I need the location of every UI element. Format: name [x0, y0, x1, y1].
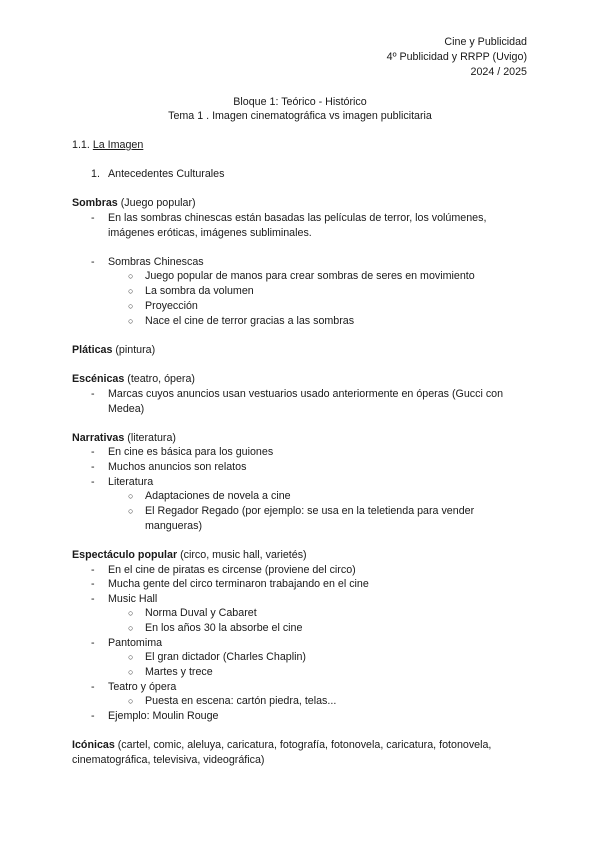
narrativas-note: (literatura) [124, 432, 176, 444]
iconicas-heading: Icónicas [72, 739, 115, 751]
dash-bullet: - [91, 476, 95, 488]
sombras-bullet-1-line-1: En las sombras chinescas están basadas las películas de terror, los volúmenes, [108, 212, 487, 224]
dash-bullet: - [91, 681, 95, 693]
section-number: 1.1. [72, 139, 90, 151]
platicas-heading: Pláticas [72, 344, 113, 356]
course-name: Cine y Publicidad [444, 36, 527, 48]
narrativas-bullet-1-text: En cine es básica para los guiones [108, 446, 274, 458]
platicas-heading-line [72, 343, 155, 357]
iconicas-note-line-2: cinematográfica, televisiva, videográfica) [72, 754, 265, 766]
escenicas-note: (teatro, ópera) [124, 373, 195, 385]
topic-title: Tema 1 . Imagen cinematográfica vs imagen publicitaria [168, 110, 432, 122]
espectaculo-sub-3-text: El gran dictador (Charles Chaplin) [145, 651, 306, 663]
sombras-bullet-2-text: Sombras Chinescas [108, 256, 204, 268]
dash-bullet: - [91, 564, 95, 576]
iconicas-heading-line [72, 738, 491, 752]
espectaculo-heading: Espectáculo popular [72, 549, 178, 561]
dash-bullet: - [91, 593, 95, 605]
academic-year: 2024 / 2025 [470, 66, 527, 78]
circle-bullet-icon: ○ [128, 491, 134, 501]
dash-bullet: - [91, 578, 95, 590]
narrativas-sub-2-line-1: El Regador Regado (por ejemplo: se usa en la teletienda para vender [145, 505, 475, 517]
espectaculo-bullet-2-text: Mucha gente del circo terminaron trabajando en el cine [108, 578, 369, 590]
narrativas-heading-line [72, 431, 176, 445]
section-heading [72, 138, 143, 152]
espectaculo-sub-1-text: Norma Duval y Cabaret [145, 607, 257, 619]
circle-bullet-icon: ○ [128, 301, 134, 311]
sombras-bullet-1-line-2: imágenes eróticas, imágenes subliminales. [108, 227, 312, 239]
dash-bullet: - [91, 710, 95, 722]
degree-name: 4º Publicidad y RRPP (Uvigo) [386, 51, 527, 63]
sombras-heading-line [72, 196, 196, 210]
escenicas-heading-line [72, 372, 195, 386]
escenicas-bullet-1-line-2: Medea) [108, 403, 145, 415]
numbered-item-marker: 1. [91, 168, 100, 180]
narrativas-bullet-3-text: Literatura [108, 476, 154, 488]
circle-bullet-icon: ○ [128, 696, 134, 706]
espectaculo-sub-5-text: Puesta en escena: cartón piedra, telas... [145, 695, 337, 707]
dash-bullet: - [91, 637, 95, 649]
sombras-heading: Sombras [72, 197, 118, 209]
circle-bullet-icon: ○ [128, 623, 134, 633]
sombras-sub-1-text: Juego popular de manos para crear sombras de seres en movimiento [145, 270, 475, 282]
sombras-sub-2-text: La sombra da volumen [145, 285, 254, 297]
espectaculo-heading-line [72, 548, 307, 562]
narrativas-heading: Narrativas [72, 432, 125, 444]
section-title: La Imagen [92, 139, 144, 151]
espectaculo-bullet-6-text: Ejemplo: Moulin Rouge [108, 710, 219, 722]
circle-bullet-icon: ○ [128, 652, 134, 662]
narrativas-bullet-2-text: Muchos anuncios son relatos [108, 461, 247, 473]
dash-bullet: - [91, 388, 95, 400]
espectaculo-bullet-5-text: Teatro y ópera [108, 681, 177, 693]
escenicas-bullet-1-line-1: Marcas cuyos anuncios usan vestuarios usado anteriormente en óperas (Gucci con [108, 388, 504, 400]
dash-bullet: - [91, 256, 95, 268]
espectaculo-bullet-4-text: Pantomima [108, 637, 163, 649]
iconicas-note-line-1: (cartel, comic, aleluya, caricatura, fotografía, fotonovela, caricatura, fotonovela, [114, 739, 492, 751]
block-title: Bloque 1: Teórico - Histórico [233, 96, 367, 108]
espectaculo-bullet-1-text: En el cine de piratas es circense (proviene del circo) [108, 564, 356, 576]
sombras-sub-4-text: Nace el cine de terror gracias a las sombras [145, 315, 355, 327]
espectaculo-note: (circo, music hall, varietés) [177, 549, 307, 561]
platicas-note: (pintura) [112, 344, 156, 356]
circle-bullet-icon: ○ [128, 316, 134, 326]
narrativas-sub-1-text: Adaptaciones de novela a cine [145, 490, 291, 502]
circle-bullet-icon: ○ [128, 271, 134, 281]
sombras-note: (Juego popular) [117, 197, 196, 209]
espectaculo-sub-4-text: Martes y trece [145, 666, 213, 678]
numbered-item-text: Antecedentes Culturales [108, 168, 225, 180]
espectaculo-bullet-3-text: Music Hall [108, 593, 158, 605]
escenicas-heading: Escénicas [72, 373, 125, 385]
dash-bullet: - [91, 461, 95, 473]
espectaculo-sub-2-text: En los años 30 la absorbe el cine [145, 622, 303, 634]
dash-bullet: - [91, 446, 95, 458]
circle-bullet-icon: ○ [128, 286, 134, 296]
circle-bullet-icon: ○ [128, 667, 134, 677]
circle-bullet-icon: ○ [128, 506, 134, 516]
circle-bullet-icon: ○ [128, 608, 134, 618]
narrativas-sub-2-line-2: mangueras) [145, 520, 203, 532]
sombras-sub-3-text: Proyección [145, 300, 198, 312]
dash-bullet: - [91, 212, 95, 224]
